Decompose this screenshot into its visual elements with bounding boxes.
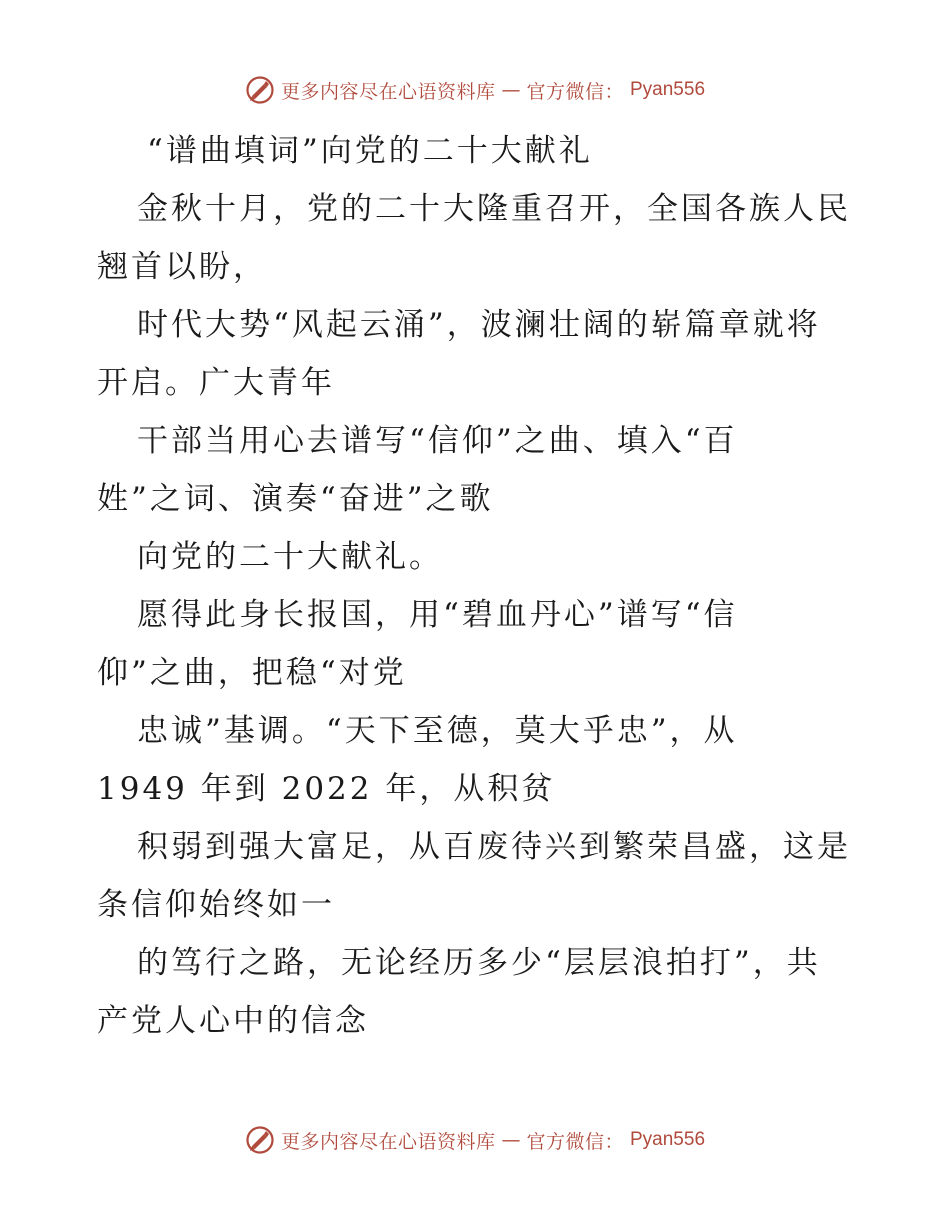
paragraph-line: 向党的二十大献礼。: [137, 539, 443, 575]
footer-watermark: [0, 1120, 950, 1160]
watermark-separator: —: [501, 1129, 521, 1151]
paragraph-line: 开启。广大青年: [97, 365, 335, 401]
paragraph-line: 愿得此身长报国，用“碧血丹心”谱写“信: [137, 597, 738, 633]
paragraph-line: 1949 年到 2022 年，从积贫: [97, 771, 556, 807]
watermark-separator: —: [501, 79, 521, 101]
paragraph-line: 翘首以盼，: [97, 249, 267, 285]
paragraph-line: 忠诚”基调。“天下至德，莫大乎忠”，从: [137, 713, 738, 749]
watermark-label: 官方微信：: [526, 80, 624, 103]
watermark-id: Pyan556: [630, 79, 706, 100]
paragraph-line: 的笃行之路，无论经历多少“层层浪拍打”，共: [137, 945, 821, 981]
watermark-text: 更多内容尽在心语资料库: [280, 80, 496, 103]
paragraph-line: 产党人心中的信念: [97, 1003, 369, 1039]
watermark-id: Pyan556: [630, 1129, 706, 1150]
header-watermark: [0, 70, 950, 110]
paragraph-line: 仰”之曲，把稳“对党: [97, 655, 407, 691]
pen-logo-icon: [245, 1125, 275, 1155]
paragraph-line: 金秋十月，党的二十大隆重召开，全国各族人民: [137, 191, 851, 227]
paragraph-line: 姓”之词、演奏“奋进”之歌: [97, 481, 494, 517]
watermark-text: 更多内容尽在心语资料库: [280, 1130, 496, 1153]
watermark-label: 官方微信：: [526, 1130, 624, 1153]
document-title: “谱曲填词”向党的二十大献礼: [147, 133, 593, 169]
pen-logo-icon: [245, 75, 275, 105]
paragraph-line: 条信仰始终如一: [97, 887, 335, 923]
paragraph-line: 时代大势“风起云涌”，波澜壮阔的崭篇章就将: [137, 307, 821, 343]
paragraph-line: 干部当用心去谱写“信仰”之曲、填入“百: [137, 423, 738, 459]
document-body: [97, 122, 857, 1050]
paragraph-line: 积弱到强大富足，从百废待兴到繁荣昌盛，这是: [137, 829, 851, 865]
